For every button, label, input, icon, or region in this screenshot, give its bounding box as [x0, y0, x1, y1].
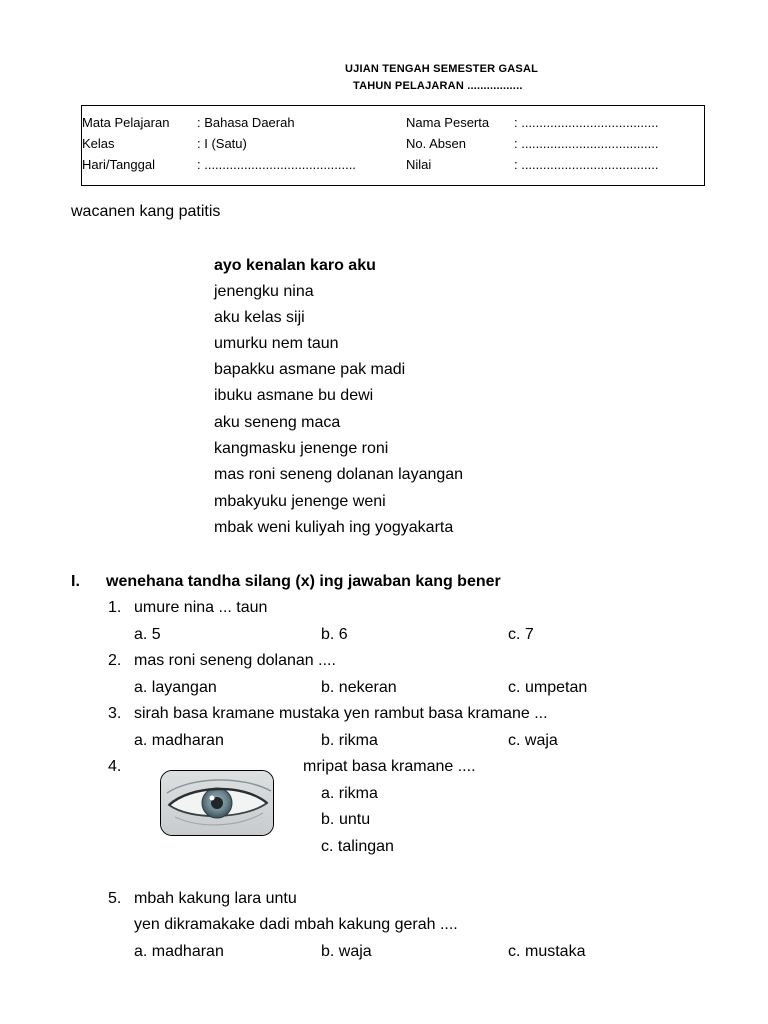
participant-name-label: Nama Peserta — [406, 115, 490, 130]
class-value: : I (Satu) — [197, 136, 247, 151]
poem-line: kangmasku jenenge roni — [214, 440, 389, 457]
answer-option-b[interactable]: b. waja — [321, 943, 372, 960]
score-field: : ...................................... — [514, 157, 659, 172]
subject-label: Mata Pelajaran — [82, 115, 170, 130]
attendance-number-field: : ...................................... — [514, 136, 659, 151]
answer-option-c-text[interactable]: umpetan — [525, 679, 588, 696]
question-text: mripat basa kramane .... — [303, 758, 476, 775]
exam-title: UJIAN TENGAH SEMESTER GASAL — [345, 63, 539, 75]
answer-option-b[interactable]: b. nekeran — [321, 679, 397, 696]
answer-option-c-text[interactable]: mustaka — [525, 943, 586, 960]
answer-option-a[interactable]: a. layangan — [134, 679, 217, 696]
poem-line: bapakku asmane pak madi — [214, 361, 406, 378]
participant-name-field: : ...................................... — [514, 115, 659, 130]
subject-value: : Bahasa Daerah — [197, 115, 295, 130]
question-text: mas roni seneng dolanan .... — [134, 652, 336, 669]
eye-icon — [161, 771, 274, 836]
answer-option-b[interactable]: b. 6 — [321, 626, 348, 643]
score-label: Nilai — [406, 157, 432, 172]
answer-option-c[interactable]: c. 7 — [508, 626, 534, 643]
answer-option-a[interactable]: a. 5 — [134, 626, 161, 643]
attendance-number-label: No. Absen — [406, 136, 466, 151]
poem-line: mbak weni kuliyah ing yogyakarta — [214, 519, 454, 536]
reading-instruction: wacanen kang patitis — [71, 203, 221, 220]
answer-option-c-marker[interactable]: c. — [508, 679, 521, 696]
answer-option-b-marker[interactable]: b. — [321, 811, 335, 828]
poem-line: mbakyuku jenenge weni — [214, 493, 386, 510]
answer-option-c[interactable]: c. waja — [508, 732, 558, 749]
question-text-continued: yen dikramakake dadi mbah kakung gerah .... — [134, 916, 458, 933]
class-label: Kelas — [82, 136, 115, 151]
answer-option-a[interactable]: a. madharan — [134, 732, 224, 749]
question-number: 4. — [108, 758, 122, 775]
date-field: : .......................................... — [197, 157, 356, 172]
school-year-line: TAHUN PELAJARAN ................. — [353, 80, 523, 92]
answer-option-c[interactable]: c. talingan — [321, 838, 394, 855]
section-title: wenehana tandha silang (x) ing jawaban kang bener — [106, 573, 501, 590]
question-number: 1. — [108, 599, 122, 616]
poem-line: aku seneng maca — [214, 414, 341, 431]
question-number: 3. — [108, 705, 122, 722]
question-text: umure nina ... taun — [134, 599, 268, 616]
question-text: mbah kakung lara untu — [134, 890, 297, 907]
answer-option-c-marker[interactable]: c. — [508, 943, 521, 960]
question-number: 5. — [108, 890, 122, 907]
poem-line: mas roni seneng dolanan layangan — [214, 466, 464, 483]
answer-option-b[interactable]: b. rikma — [321, 732, 378, 749]
question-text: sirah basa kramane mustaka yen rambut basa kramane ... — [134, 705, 548, 722]
poem-title: ayo kenalan karo aku — [214, 257, 376, 274]
date-label: Hari/Tanggal — [82, 157, 155, 172]
poem-line: ibuku asmane bu dewi — [214, 387, 374, 404]
poem-line: umurku nem taun — [214, 335, 339, 352]
answer-option-a[interactable]: a. madharan — [134, 943, 224, 960]
section-numeral: I. — [71, 573, 80, 590]
question-number: 2. — [108, 652, 122, 669]
poem-line: aku kelas siji — [214, 309, 305, 326]
poem-line: jenengku nina — [214, 283, 314, 300]
answer-option-b-text[interactable]: untu — [339, 811, 371, 828]
answer-option-a[interactable]: a. rikma — [321, 785, 378, 802]
eye-illustration — [160, 770, 274, 836]
